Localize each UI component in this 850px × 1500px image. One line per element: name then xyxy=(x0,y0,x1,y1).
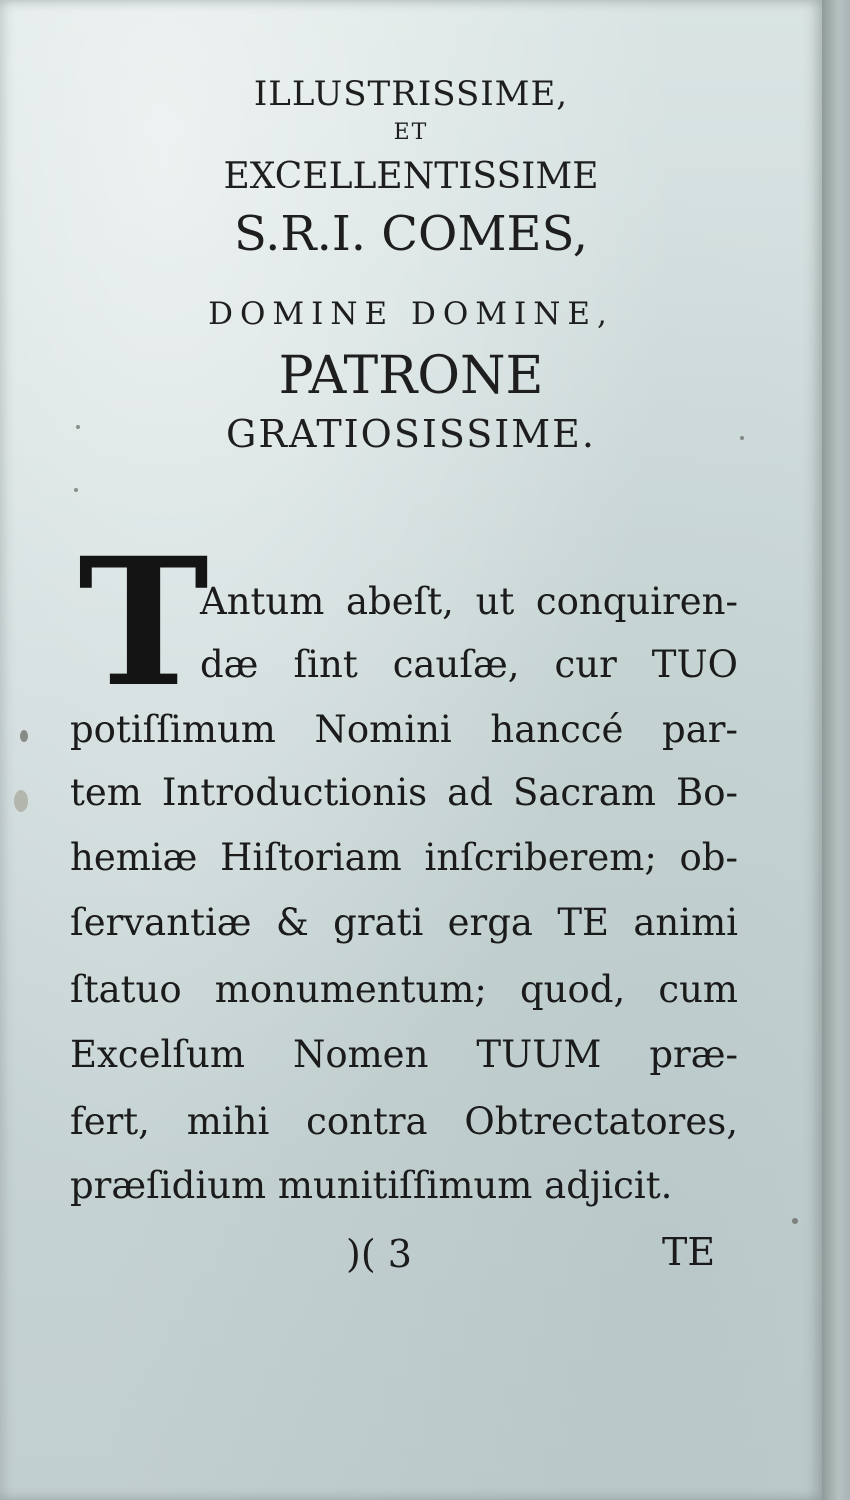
page-edge xyxy=(822,0,850,1500)
heading-patrone: PATRONE xyxy=(278,346,544,406)
heading-sri-comes: S.R.I. COMES, xyxy=(234,206,588,262)
body-text-line: tem Introductionis ad Sacram Bo- xyxy=(70,771,738,814)
heading-domine-domine: DOMINE DOMINE, xyxy=(208,296,614,332)
paper-speck xyxy=(76,425,80,429)
catchword: TE xyxy=(662,1230,716,1274)
heading-gratiosissime: GRATIOSISSIME. xyxy=(225,412,597,456)
body-text-line: præſidium munitiſſimum adjicit. xyxy=(70,1164,673,1207)
paper-speck xyxy=(792,1218,798,1224)
drop-capital-letter: T xyxy=(78,519,209,726)
body-text-line: potiſſimum Nomini hanccé par- xyxy=(70,708,738,751)
body-text-line: dæ ſint cauſæ, cur TUO xyxy=(200,643,738,686)
signature-mark: )( 3 xyxy=(346,1232,412,1276)
body-text-line: hemiæ Hiſtoriam inſcriberem; ob- xyxy=(70,836,738,879)
paper-speck xyxy=(14,790,28,812)
heading-excellentissime: EXCELLENTISSIME xyxy=(223,156,599,197)
heading-et: ET xyxy=(393,120,429,145)
heading-illustrissime: ILLUSTRISSIME, xyxy=(253,74,569,114)
body-text-line: ſervantiæ & grati erga TE animi xyxy=(70,901,738,944)
paper-speck xyxy=(74,488,78,492)
paper-speck xyxy=(740,436,744,440)
body-text-line: fert, mihi contra Obtrectatores, xyxy=(70,1100,738,1143)
body-text-line: Excelſum Nomen TUUM præ- xyxy=(70,1033,738,1076)
body-text-line: Antum abeſt, ut conquiren- xyxy=(200,580,738,623)
paper-speck xyxy=(20,730,28,742)
body-text-line: ſtatuo monumentum; quod, cum xyxy=(70,968,738,1011)
